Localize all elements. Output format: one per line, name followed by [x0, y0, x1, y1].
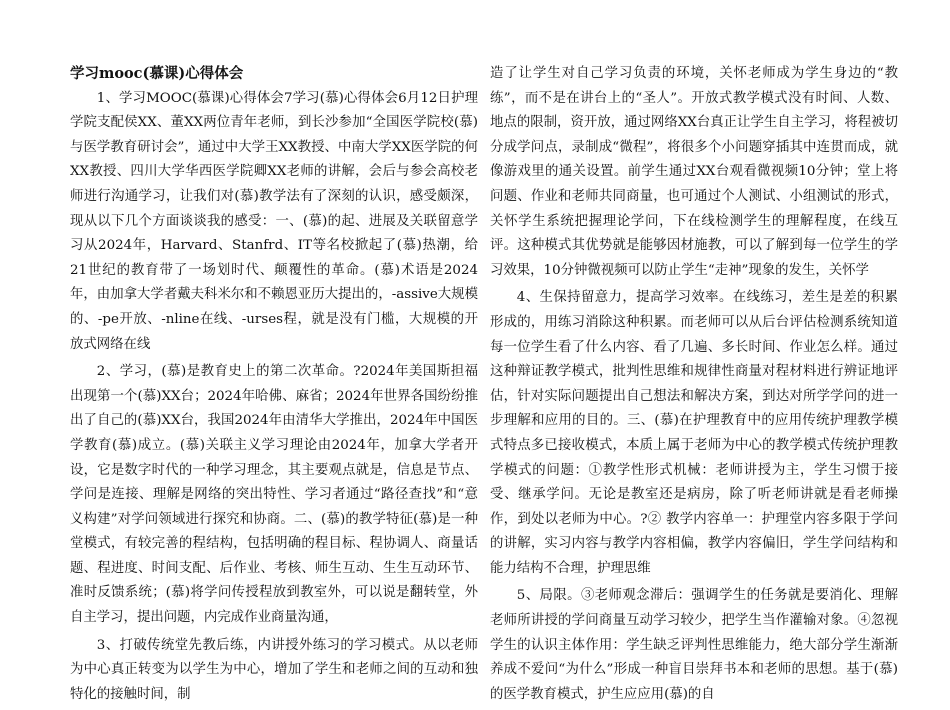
- right-column: [490, 62, 898, 710]
- left-column: [70, 62, 478, 710]
- paragraph-4: 4、生保持留意力，提高学习效率。在线练习，差生是差的积累形成的，用练习消除这种积累。而老师可以从后台评估检测系统知道每一位学生看了什么内容、看了几遍、多长时间、作业怎么样。通过这种辩证教学模式，批判性思维和规律性商量对程材料进行辨证地评估，针对实际问题提出自己想法和解决方案，到达对所学学问的进一步理解和应用的目的。三、(慕)在护理教育中的应用传统护理教学模式特点多已接收模式，本质上属于老师为中心的教学模式传统护理教学模式的问题：①教学性形式机械：老师讲授为主，学生习惯于接受、继承学问。无论是教室还是病房，除了听老师讲就是看老师操作，到处以老师为中心。?② 教学内容单一：护理堂内容多限于学问的讲解，实习内容与教学内容相偏，教学内容偏旧，学生学问结构和能力结构不合理，护理思维: [490, 290, 898, 576]
- paragraph-3: 3、打破传统堂先教后练，内讲授外练习的学习模式。从以老师为中心真正转变为以学生为中心，增加了学生和老师之间的互动和独特化的接触时间，制: [70, 637, 478, 702]
- paragraph-2: 2、学习，(慕)是教育史上的第二次革命。?2024年美国斯担福出现第一个(慕)XX台；2024年哈佛、麻省；2024年世界各国纷纷推出了自己的(慕)XX台，我国2024年由清华大学推出，2024年中国医学教育(慕)成立。(慕)关联主义学习理论由2024年，加拿大学者开设，它是数字时代的一种学习理念，其主要观点就是，信息是节点、学问是连接、理解是网络的突出特性、学习者通过“路径查找”和“意义构建”对学问领域进行探究和协商。二、(慕)的教学特征(慕)是一种堂模式，有较完善的程结构，包括明确的程目标、程协调人、商量话题、程进度、时间支配、后作业、考核、师生互动、生生互动环节、准时反馈系统；(慕)将学问传授程放到教室外，可以说是翻转堂，外自主学习，提出问题，内完成作业商量沟通，: [70, 364, 478, 626]
- paragraph-5: 5、局限。③老师观念滞后：强调学生的任务就是要消化、理解老师所讲授的学问商量互动学习较少，把学生当作灌输对象。④忽视学生的认识主体作用：学生缺乏评判性思维能力，绝大部分学生渐渐养成不爱问“为什么”形成一种盲目崇拜书本和老师的思想。基于(慕)的医学教育模式，护生应应用(慕)的自: [490, 588, 898, 702]
- document-title: 学习mooc(慕课)心得体会: [70, 65, 244, 82]
- paragraph-1: 1、学习MOOC(慕课)心得体会7学习(慕)心得体会6月12日护理学院支配侯XX、董XX两位青年老师，到长沙参加“全国医学院校(慕)与医学教育研讨会”，通过中大学王XX教授、中南大学XX医学院的何XX教授、四川大学华西医学院卿XX老师的讲解，会后与参会高校老师进行沟通学习，让我们对(慕)教学法有了深刻的认识，感受颇深，现从以下几个方面谈谈我的感受：一、(慕)的起、进展及关联留意学习从2024年，Harvard、Stanfrd、IT等名校掀起了(慕)热潮，给21世纪的教育带了一场划时代、颠覆性的革命。(慕)术语是2024年，由加拿大学者戴夫科米尔和不赖恩亚历大提出的，-assive大规模的、-pe开放、-nline在线、-urses程，就是没有门槛，大规模的开放式网络在线: [70, 90, 478, 352]
- paragraph-3-continued: 造了让学生对自己学习负责的环境，关怀老师成为学生身边的“教练”，而不是在讲台上的“圣人”。开放式教学模式没有时间、人数、地点的限制，资开放，通过网络XX台真正让学生自主学习，将程被切分成学问点，录制成“微程”，将很多个小问题穿插其中连贯而成，就像游戏里的通关设置。前学生通过XX台观看微视频10分钟；堂上将问题、作业和老师共同商量，也可通过个人测试、小组测试的形式，关怀学生系统把握理论学问，下在线检测学生的理解程度，在线互评。这种模式其优势就是能够因材施教，可以了解到每一位学生的学习效果，10分钟微视频可以防止学生“走神”现象的发生，关怀学: [490, 66, 898, 278]
